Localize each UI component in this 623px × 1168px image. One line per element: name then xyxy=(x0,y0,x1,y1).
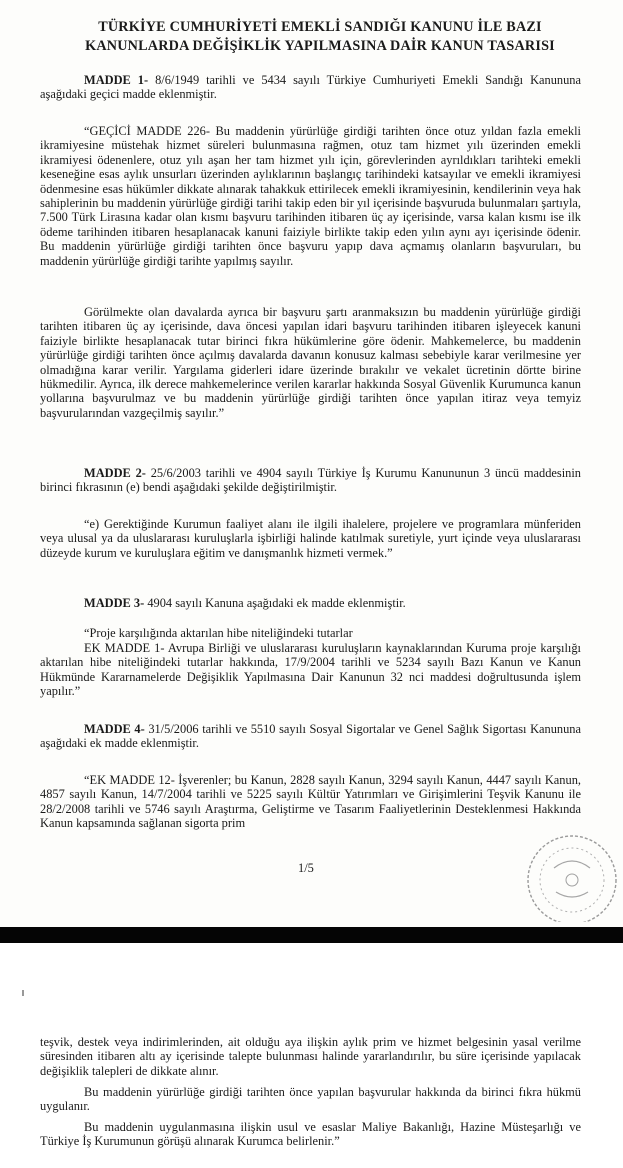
article-1-quote-p2: Görülmekte olan davalarda ayrıca bir başvuru şartı aranmaksızın bu maddenin yürürlüğe girdiği tarihten itibaren üç ay içerisinde, dava öncesi yapılan idari başvuru tarihinden itibaren işleyecek kanuni faiziyle birlikte hesaplanacak tutar birinci fıkra hükümlerine göre ödenir. Mahkemelerce, bu maddenin yürürlüğe girdiği tarihten önce açılmış davalarda davanın konusuz kalması sebebiyle karar verilmesine yer olmadığına karar verilir. Yargılama giderleri idare üzerinde bırakılır ve vekalet ücretinin dörtte birine hükmedilir. Ayrıca, ilk derece mahkemelerince verilen kararlar hakkında Sosyal Güvenlik Kurumunca kanun yollarına başvurulmaz ve bu maddenin yürürlüğe girdiği tarihten önce yapılan itiraz veya temyiz başvurularından vazgeçilmiş sayılır.” xyxy=(40,305,581,420)
article-2-intro xyxy=(40,466,581,495)
document-title xyxy=(60,18,580,56)
page-separator-band xyxy=(0,927,623,943)
article-3-text: 4904 sayılı Kanuna aşağıdaki ek madde eklenmiştir. xyxy=(144,596,406,610)
article-3-quote-heading: “Proje karşılığında aktarılan hibe niteliğindeki tutarlar xyxy=(84,626,353,640)
scan-mark xyxy=(22,990,24,996)
article-3-label: MADDE 3- xyxy=(84,596,145,610)
article-4-text: 31/5/2006 tarihli ve 5510 sayılı Sosyal Sigortalar ve Genel Sağlık Sigortası Kanununa aşağıdaki ek madde eklenmiştir. xyxy=(40,722,581,751)
article-4-quote-start: “EK MADDE 12- İşverenler; bu Kanun, 2828 sayılı Kanun, 3294 sayılı Kanun, 4447 sayılı Kanun, 4857 sayılı Kanun, 14/7/2004 tarihli ve 5225 sayılı Kültür Yatırımları ve Girişimlerini Teşvik Kanunu ile 28/2/2008 tarihli ve 5746 sayılı Araştırma, Geliştirme ve Tasarım Faaliyetlerinin Desteklenmesi Hakkında Kanun kapsamında sağlanan sigorta prim xyxy=(40,773,581,831)
title-line-2: KANUNLARDA DEĞİŞİKLİK YAPILMASINA DAİR KANUN TASARISI xyxy=(85,38,555,54)
official-seal-stamp xyxy=(506,822,623,922)
article-3-intro xyxy=(40,596,581,610)
article-4-continuation: teşvik, destek veya indirimlerinden, ait olduğu aya ilişkin aylık prim ve hizmet belgesinin yasal verilme süresinden itibaren altı ay içerisinde talepte bulunması halinde yararlandırılır, bu süre içerisinde yapılacak değişiklik talepleri de dikkate alınır. xyxy=(40,1035,581,1078)
article-1-quote-p1: “GEÇİCİ MADDE 226- Bu maddenin yürürlüğe girdiği tarihten önce otuz yıldan fazla emekli ikramiyesine müstehak hizmet süreleri bulunmasına rağmen, otuz tam hizmet yılı üzerinden emekli ikramiyesi ödenenlere, otuz yılı aşan her tam hizmet yılı için, görevlerinden ayrıldıkları tarihteki emekli keseneğine esas aylık unsurları üzerinden aylıklarının başlangıç tarihindeki katsayılar ve emekli ikramiyesi ödenmesine esas hükümler dikkate alınarak tahakkuk ettirilecek emekli ikramiyesinin, kendilerinin veya hak sahiplerinin bu maddenin yürürlüğe girdiği tarihi takip eden bir yıl içerisinde başvuruda bulunmaları şartıyla, 7.500 Türk Lirasına kadar olan kısmı başvuru tarihinden itibaren üç ay içerisinde, varsa kalan kısmı ise ilk ödeme tarihinden itibaren hesaplanacak kanuni faiziyle birlikte takip eden yılın aynı ayı içerisinde ödenir. Bu maddenin yürürlüğe girdiği tarihten önce başvuru yapıp dava açmamış olanların başvuruları, bu maddenin yürürlüğe girdiği tarihte yapılmış sayılır. xyxy=(40,124,581,268)
article-4-paragraph-2: Bu maddenin yürürlüğe girdiği tarihten önce yapılan başvurular hakkında da birinci fıkra hükmü uygulanır. xyxy=(40,1085,581,1114)
article-4-label: MADDE 4- xyxy=(84,722,145,736)
article-2-label: MADDE 2- xyxy=(84,466,146,480)
article-4-intro xyxy=(40,722,581,751)
page-number: 1/5 xyxy=(298,861,314,875)
article-1-label: MADDE 1- xyxy=(84,73,149,87)
article-2-quote: “e) Gerektiğinde Kurumun faaliyet alanı ile ilgili ihalelere, projelere ve programlara münferiden veya ulusal ya da uluslararası kuruluşlarla işbirliği halinde katılmak suretiyle, yurt içinde veya uluslararası düzeyde kurum ve kuruluşlara eğitim ve danışmanlık hizmeti vermek.” xyxy=(40,517,581,560)
article-1-text: 8/6/1949 tarihli ve 5434 sayılı Türkiye Cumhuriyeti Emekli Sandığı Kanununa aşağıdaki geçici madde eklenmiştir. xyxy=(40,73,581,102)
article-1-intro xyxy=(40,73,581,102)
article-4-paragraph-3: Bu maddenin uygulanmasına ilişkin usul ve esaslar Maliye Bakanlığı, Hazine Müsteşarlığı ve Türkiye İş Kurumunun görüşü alınarak Kurumca belirlenir.” xyxy=(40,1120,581,1149)
article-3-quote-body: EK MADDE 1- Avrupa Birliği ve uluslararası kuruluşların kaynaklarından Kuruma proje karşılığı aktarılan hibe niteliğindeki tutarlar hakkında, 17/9/2004 tarihli ve 5234 sayılı Bazı Kanun ve Kanun Hükmünde Kararnamelerde Değişiklik Yapılmasına Dair Kanunun 32 nci maddesi doğrultusunda işlem yapılır.” xyxy=(40,641,581,699)
article-2-text: 25/6/2003 tarihli ve 4904 sayılı Türkiye İş Kurumu Kanununun 3 üncü maddesinin birinci fıkrasının (e) bendi aşağıdaki şekilde değiştirilmiştir. xyxy=(40,466,581,495)
title-line-1: TÜRKİYE CUMHURİYETİ EMEKLİ SANDIĞI KANUNU İLE BAZI xyxy=(98,19,542,35)
